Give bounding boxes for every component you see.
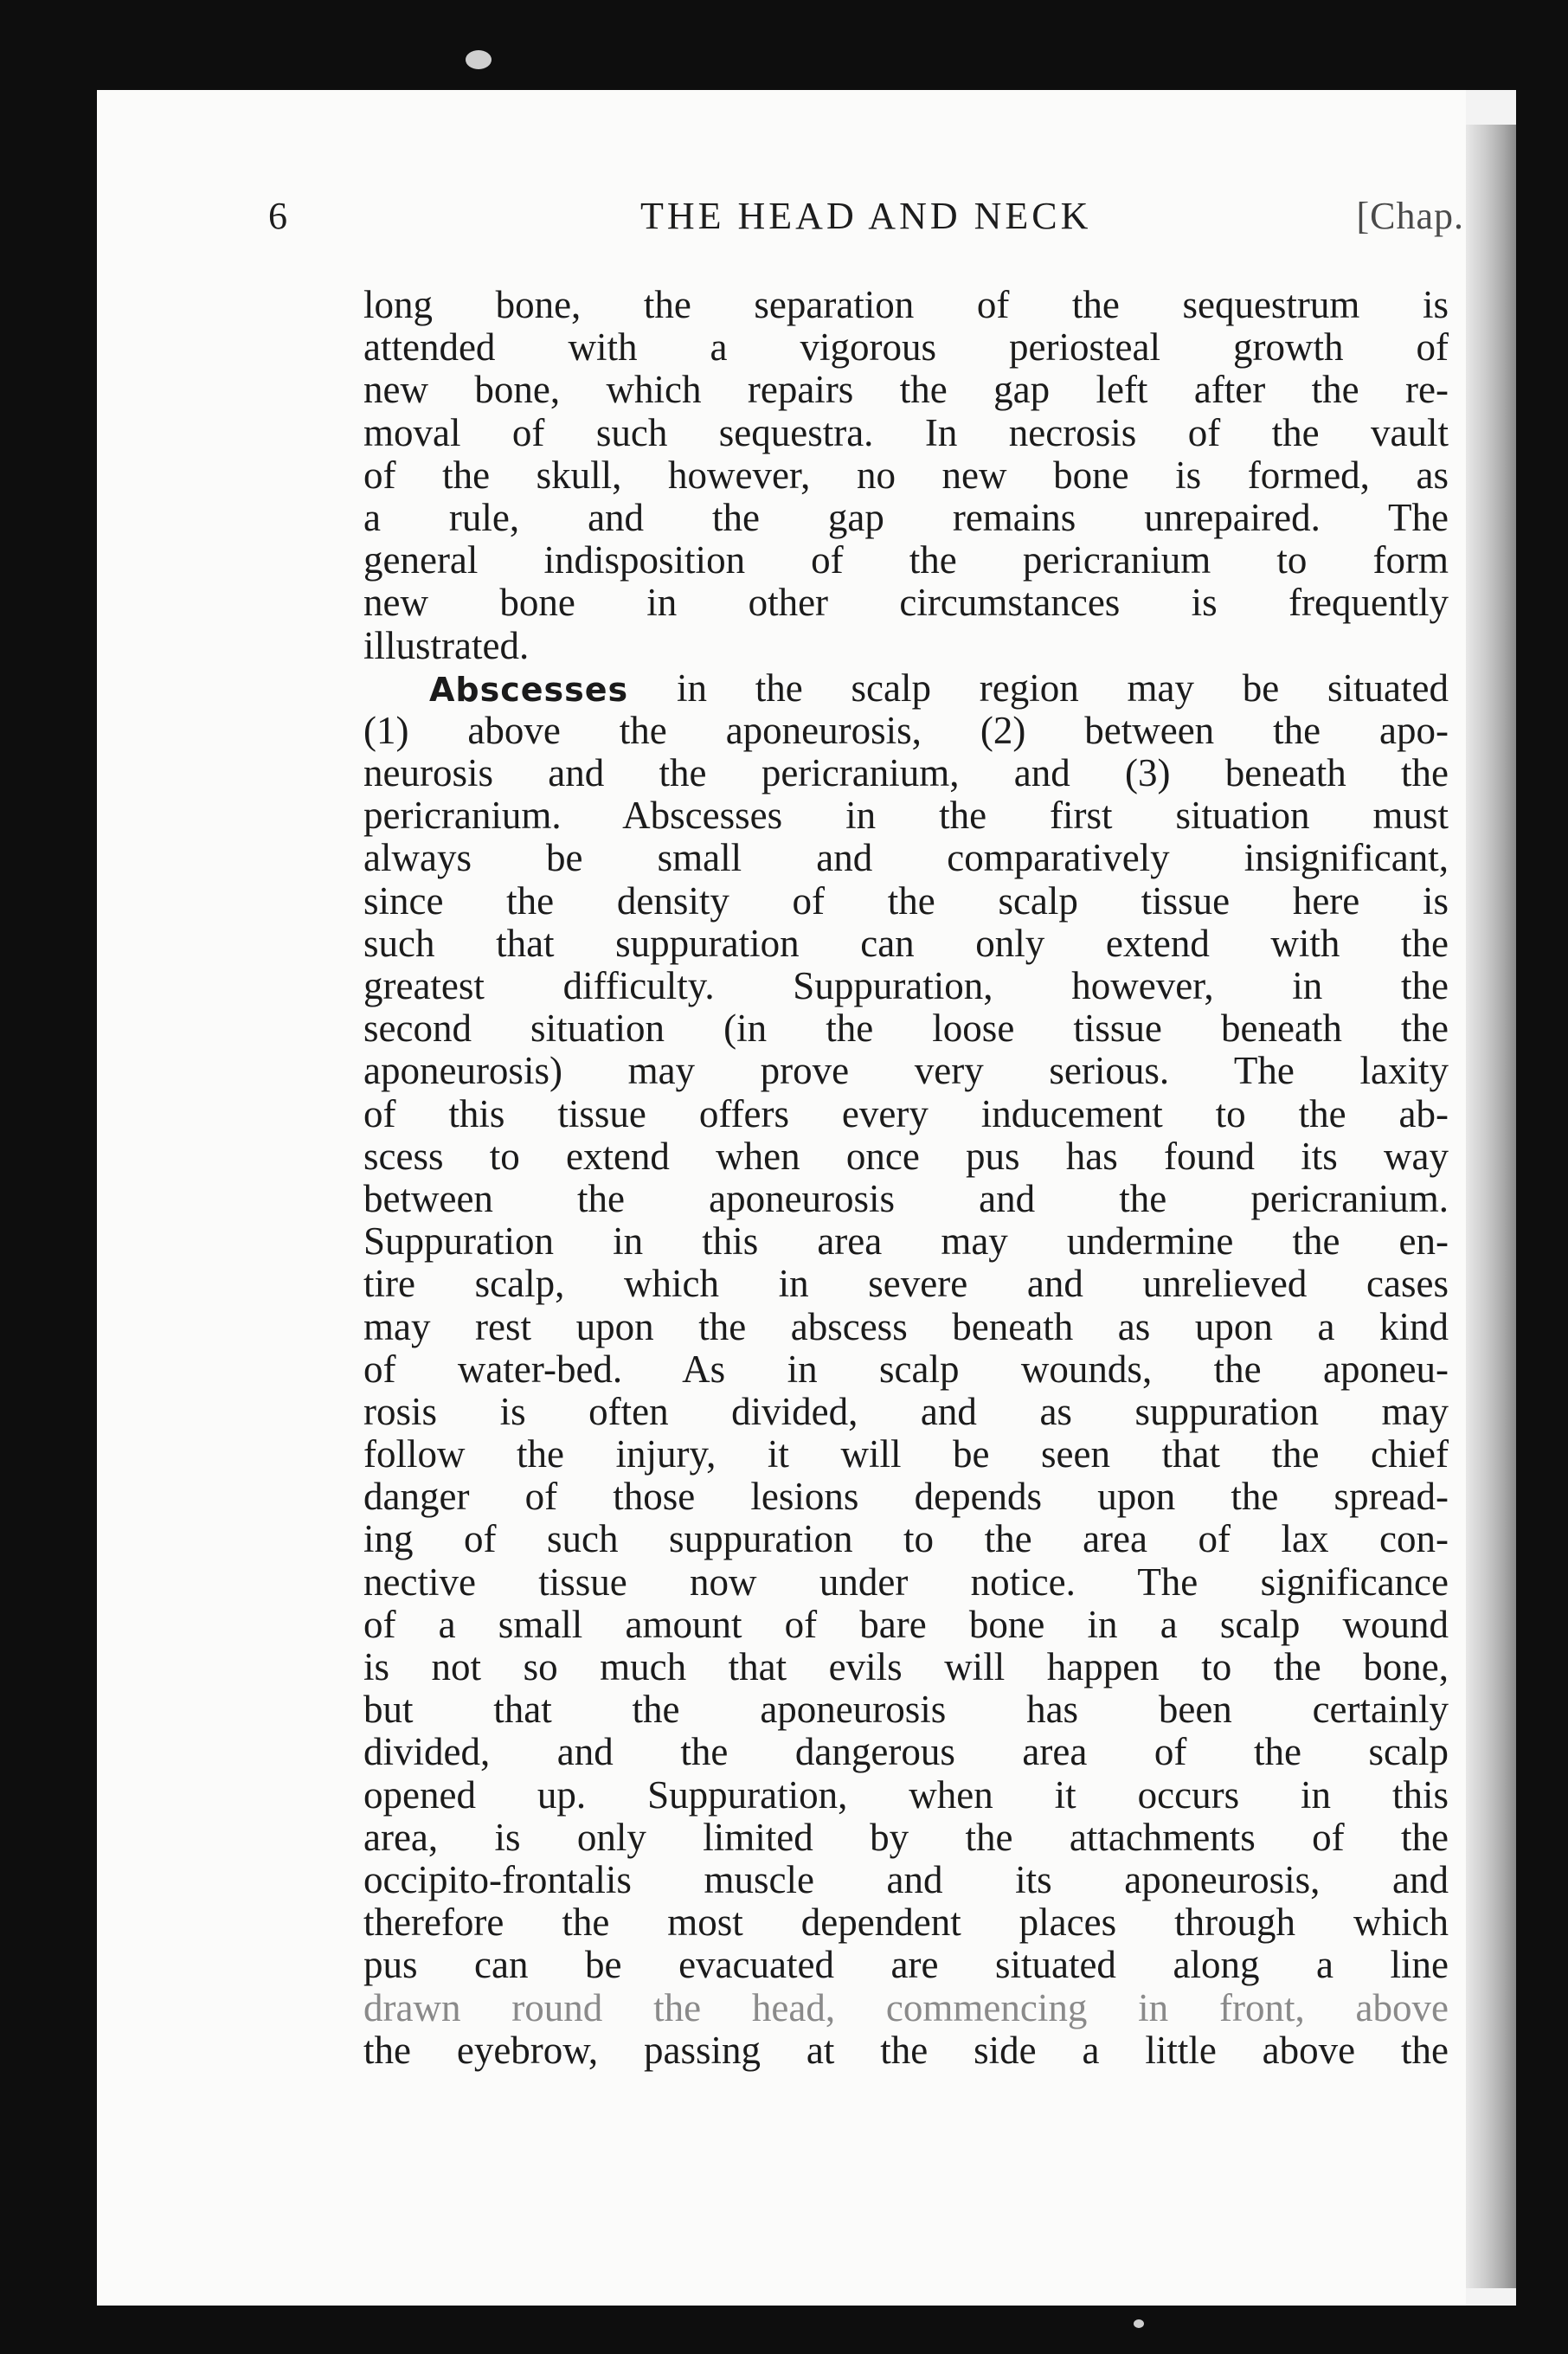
text-line: scess to extend when once pus has found its way bbox=[363, 1135, 1449, 1178]
text-line: nective tissue now under notice. The significance bbox=[363, 1560, 1449, 1604]
text-line: tire scalp, which in severe and unrelieved cases bbox=[363, 1263, 1449, 1306]
text-line: illustrated. bbox=[363, 624, 530, 667]
text-line: always be small and comparatively insignificant, bbox=[363, 837, 1449, 880]
body-text bbox=[363, 284, 1449, 2072]
text-line: aponeurosis) may prove very serious. The laxity bbox=[363, 1050, 1449, 1093]
scan-speck bbox=[1134, 2319, 1144, 2328]
text-line: such that suppuration can only extend with the bbox=[363, 922, 1449, 965]
page-number: 6 bbox=[268, 195, 289, 237]
text-line: long bone, the separation of the sequestrum is bbox=[363, 284, 1449, 326]
text-line: greatest difficulty. Suppuration, however, in the bbox=[363, 965, 1449, 1007]
text-line: new bone, which repairs the gap left after the re- bbox=[363, 369, 1449, 412]
lead-line-rest: in the scalp region may be situated bbox=[628, 666, 1449, 710]
text-line: rosis is often divided, and as suppuration may bbox=[363, 1390, 1449, 1433]
text-line: area, is only limited by the attachments of the bbox=[363, 1816, 1449, 1859]
text-line: of the skull, however, no new bone is formed, as bbox=[363, 453, 1449, 497]
text-line: between the aponeurosis and the pericranium. bbox=[363, 1177, 1449, 1220]
text-line: but that the aponeurosis has been certainly bbox=[363, 1688, 1449, 1732]
lead-word-abscesses: Abscesses bbox=[429, 670, 629, 709]
text-line: second situation (in the loose tissue beneath the bbox=[363, 1007, 1449, 1051]
text-line: the eyebrow, passing at the side a little above the bbox=[363, 2029, 1449, 2072]
text-line: may rest upon the abscess beneath as upon a kind bbox=[363, 1305, 1449, 1348]
text-line: moval of such sequestra. In necrosis of the vault bbox=[363, 411, 1449, 454]
text-line: follow the injury, it will be seen that the chief bbox=[363, 1433, 1449, 1476]
running-title: THE HEAD AND NECK bbox=[640, 195, 1092, 237]
running-header bbox=[268, 194, 1464, 248]
text-line: a rule, and the gap remains unrepaired. The bbox=[363, 496, 1449, 539]
chapter-abbreviation: [Chap. bbox=[1356, 195, 1464, 237]
text-line: (1) above the aponeurosis, (2) between the apo- bbox=[363, 709, 1449, 752]
text-line: occipito-frontalis muscle and its aponeurosis, and bbox=[363, 1858, 1449, 1901]
text-line: pericranium. Abscesses in the first situation must bbox=[363, 794, 1449, 838]
text-line: therefore the most dependent places through which bbox=[363, 1901, 1449, 1945]
text-line: new bone in other circumstances is frequently bbox=[363, 582, 1449, 625]
text-line-lead bbox=[363, 667, 1449, 710]
text-line: is not so much that evils will happen to the bone, bbox=[363, 1646, 1449, 1688]
text-line: neurosis and the pericranium, and (3) beneath the bbox=[363, 752, 1449, 795]
text-line: opened up. Suppuration, when it occurs in this bbox=[363, 1773, 1449, 1817]
text-line: danger of those lesions depends upon the spread- bbox=[363, 1476, 1449, 1519]
text-line: of a small amount of bare bone in a scalp wound bbox=[363, 1603, 1449, 1646]
text-line: attended with a vigorous periosteal growth of bbox=[363, 326, 1449, 370]
paragraph-abscesses bbox=[363, 667, 1449, 2072]
text-line: drawn round the head, commencing in front, above bbox=[363, 1986, 1449, 2029]
text-line: of this tissue offers every inducement to the ab- bbox=[363, 1092, 1449, 1135]
text-line: of water-bed. As in scalp wounds, the aponeu- bbox=[363, 1347, 1449, 1391]
page-edge-shadow bbox=[1466, 125, 1516, 2288]
paragraph-necrosis bbox=[363, 284, 1449, 667]
text-line: ing of such suppuration to the area of lax con- bbox=[363, 1518, 1449, 1561]
text-line: pus can be evacuated are situated along a line bbox=[363, 1944, 1449, 1987]
text-line: Suppuration in this area may undermine the en- bbox=[363, 1220, 1449, 1264]
text-line: since the density of the scalp tissue here is bbox=[363, 879, 1449, 923]
text-line: general indisposition of the pericranium to form bbox=[363, 539, 1449, 582]
text-line: divided, and the dangerous area of the scalp bbox=[363, 1731, 1449, 1774]
scan-speck bbox=[466, 50, 492, 69]
